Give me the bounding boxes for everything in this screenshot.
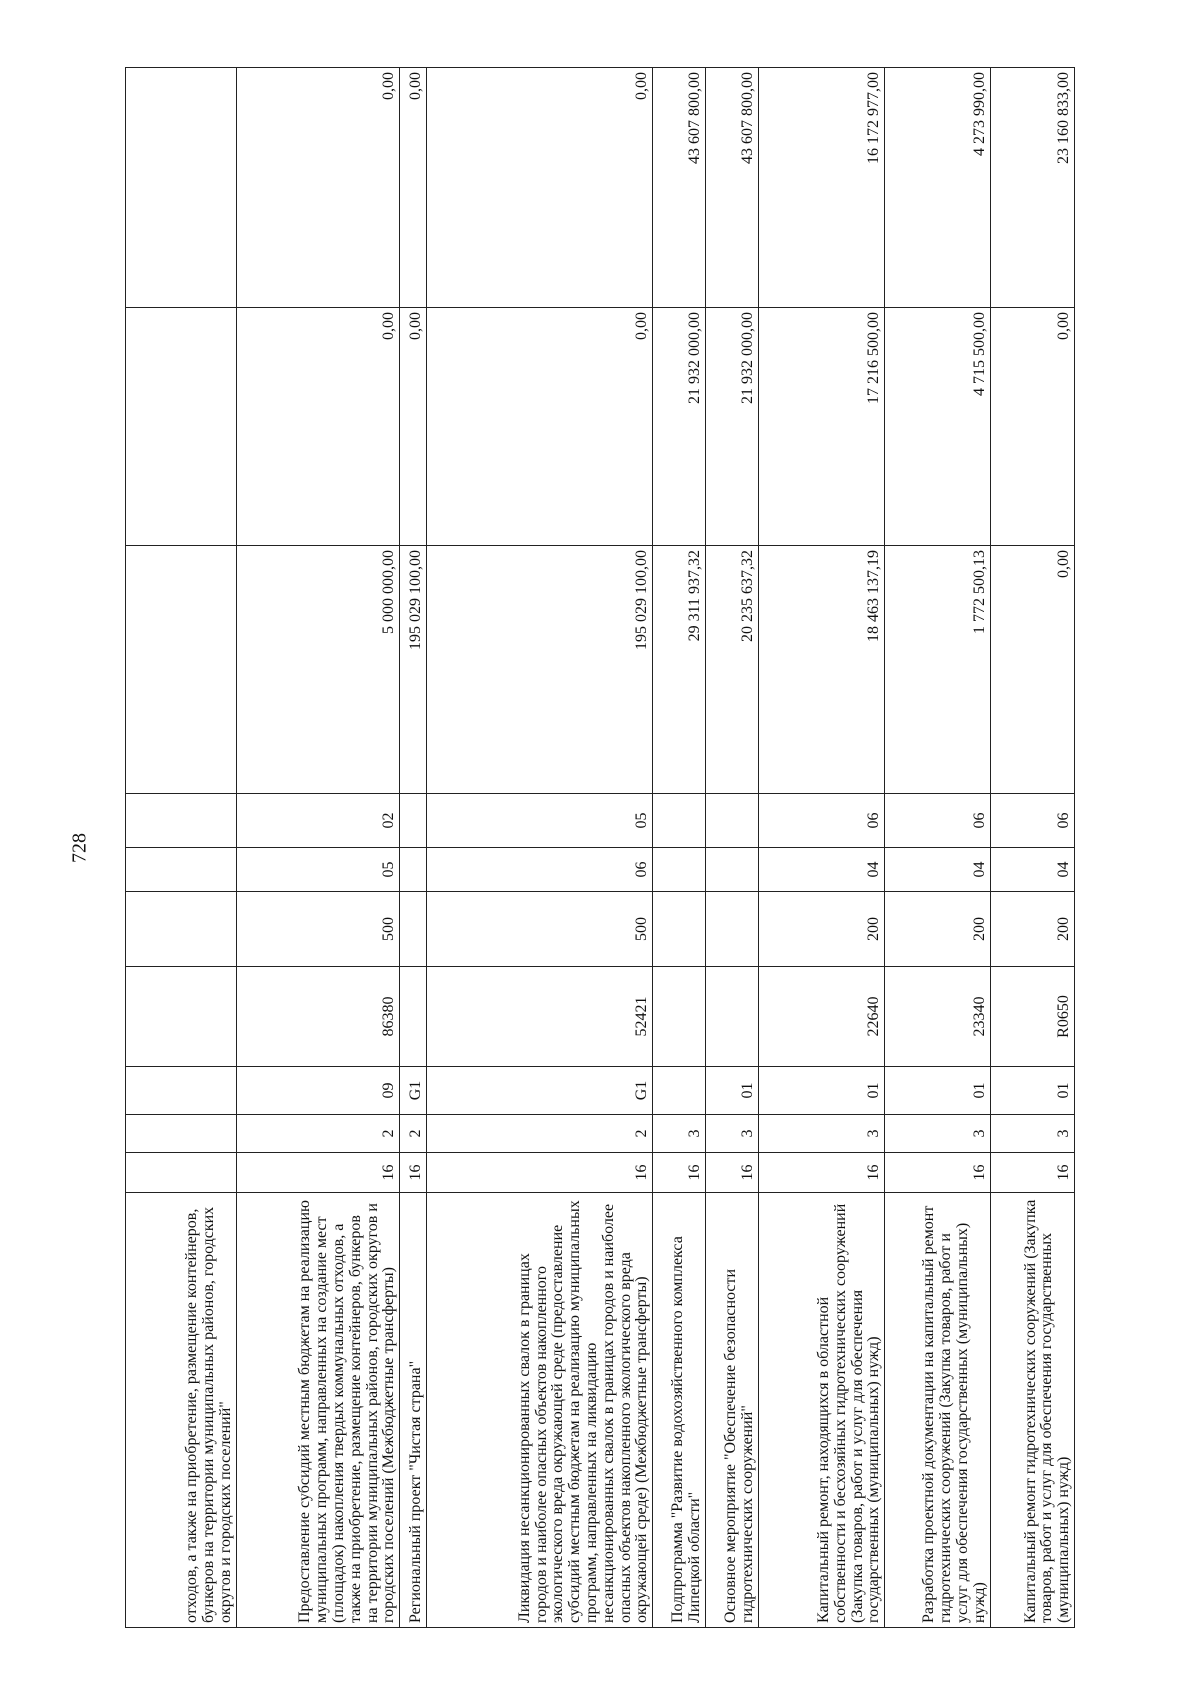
amount-year-2: 0,00 — [426, 308, 653, 546]
code-event: G1 — [400, 1067, 426, 1115]
row-description: Подпрограмма "Развитие водохозяйственного комплекса Липецкой области" — [653, 1193, 706, 1628]
code-program: 16 — [653, 1153, 706, 1193]
code-direction — [705, 967, 758, 1067]
amount-year-2: 17 216 500,00 — [758, 308, 885, 546]
amount-year-1: 29 311 937,32 — [653, 546, 706, 794]
amount-year-1: 18 463 137,19 — [758, 546, 885, 794]
code-program: 16 — [705, 1153, 758, 1193]
amount-year-3: 0,00 — [426, 68, 653, 308]
row-description: Предоставление субсидий местным бюджетам на реализацию муниципальных программ, направленных на создание мест (площадок) накопления твердых коммунальных отходов, а также на приобретение, размещение контейнеров, бункеров на территории муниципальных районов, городских округов и городских поселений (Межбюджетные трансферты) — [236, 1193, 399, 1628]
code-program: 16 — [758, 1153, 885, 1193]
code-program: 16 — [426, 1153, 653, 1193]
amount-year-3: 43 607 800,00 — [705, 68, 758, 308]
amount-year-3: 4 273 990,00 — [885, 68, 990, 308]
code-event: 01 — [990, 1067, 1074, 1115]
code-subsection — [400, 794, 426, 848]
code-subsection: 05 — [426, 794, 653, 848]
code-section — [126, 848, 237, 892]
code-event: 01 — [705, 1067, 758, 1115]
row-description: Ликвидация несанкционированных свалок в границах городов и наиболее опасных объектов накопленного экологического вреда окружающей среде (предоставление субсидий местным бюджетам на реализацию муниципальных программ, направленных на ликвидацию несанкционированных свалок в границах городов и наиболее опасных объектов накопленного экологического вреда окружающей среде) (Межбюджетные трансферты) — [426, 1193, 653, 1628]
code-expense-type — [653, 892, 706, 967]
code-section — [400, 848, 426, 892]
page-number: 728 — [68, 833, 91, 863]
code-expense-type: 500 — [426, 892, 653, 967]
amount-year-1: 195 029 100,00 — [426, 546, 653, 794]
code-direction: 52421 — [426, 967, 653, 1067]
amount-year-2: 21 932 000,00 — [653, 308, 706, 546]
code-subprogram: 3 — [653, 1115, 706, 1153]
code-event: 01 — [885, 1067, 990, 1115]
code-direction — [653, 967, 706, 1067]
code-subsection — [705, 794, 758, 848]
code-direction — [400, 967, 426, 1067]
code-section: 06 — [426, 848, 653, 892]
code-subprogram: 3 — [990, 1115, 1074, 1153]
code-program: 16 — [400, 1153, 426, 1193]
code-section: 04 — [885, 848, 990, 892]
code-direction: 86380 — [236, 967, 399, 1067]
amount-year-3: 23 160 833,00 — [990, 68, 1074, 308]
amount-year-2: 21 932 000,00 — [705, 308, 758, 546]
amount-year-1: 1 772 500,13 — [885, 546, 990, 794]
budget-table — [125, 67, 1075, 1628]
code-event — [653, 1067, 706, 1115]
table-body — [126, 68, 1075, 1628]
table-row — [758, 68, 885, 1628]
code-event — [126, 1067, 237, 1115]
rotated-table-frame — [125, 68, 1075, 1628]
amount-year-3 — [126, 68, 237, 308]
amount-year-2: 0,00 — [990, 308, 1074, 546]
code-direction: 23340 — [885, 967, 990, 1067]
row-description: отходов, а также на приобретение, размещение контейнеров, бункеров на территории муниципальных районов, городских округов и городских поселений" — [126, 1193, 237, 1628]
code-subsection: 02 — [236, 794, 399, 848]
code-expense-type: 200 — [758, 892, 885, 967]
code-expense-type — [400, 892, 426, 967]
code-subprogram: 2 — [236, 1115, 399, 1153]
amount-year-1: 195 029 100,00 — [400, 546, 426, 794]
amount-year-3: 16 172 977,00 — [758, 68, 885, 308]
code-program: 16 — [885, 1153, 990, 1193]
row-description: Капитальный ремонт, находящихся в областной собственности и бесхозяйных гидротехнических сооружений (Закупка товаров, работ и услуг для обеспечения государственных (муниципальных) нужд) — [758, 1193, 885, 1628]
code-subprogram: 3 — [885, 1115, 990, 1153]
code-expense-type — [705, 892, 758, 967]
amount-year-1 — [126, 546, 237, 794]
amount-year-1: 0,00 — [990, 546, 1074, 794]
row-description: Основное мероприятие "Обеспечение безопасности гидротехнических сооружений" — [705, 1193, 758, 1628]
code-subsection: 06 — [758, 794, 885, 848]
code-direction: R0650 — [990, 967, 1074, 1067]
code-subsection — [653, 794, 706, 848]
code-subprogram: 2 — [400, 1115, 426, 1153]
table-row — [126, 68, 237, 1628]
row-description: Региональный проект "Чистая страна" — [400, 1193, 426, 1628]
table-row — [236, 68, 399, 1628]
code-section: 04 — [758, 848, 885, 892]
table-row — [885, 68, 990, 1628]
amount-year-1: 20 235 637,32 — [705, 546, 758, 794]
amount-year-2: 4 715 500,00 — [885, 308, 990, 546]
code-subsection: 06 — [885, 794, 990, 848]
row-description: Капитальный ремонт гидротехнических сооружений (Закупка товаров, работ и услуг для обеспечения государственных (муниципальных) нужд) — [990, 1193, 1074, 1628]
amount-year-3: 43 607 800,00 — [653, 68, 706, 308]
code-expense-type: 500 — [236, 892, 399, 967]
code-subprogram: 3 — [758, 1115, 885, 1153]
code-event: 01 — [758, 1067, 885, 1115]
code-program: 16 — [990, 1153, 1074, 1193]
code-expense-type: 200 — [885, 892, 990, 967]
row-description: Разработка проектной документации на капитальный ремонт гидротехнических сооружений (Закупка товаров, работ и услуг для обеспечения государственных (муниципальных) нужд) — [885, 1193, 990, 1628]
code-section — [705, 848, 758, 892]
code-subprogram: 3 — [705, 1115, 758, 1153]
amount-year-2 — [126, 308, 237, 546]
code-expense-type: 200 — [990, 892, 1074, 967]
table-row — [990, 68, 1074, 1628]
code-expense-type — [126, 892, 237, 967]
table-row — [653, 68, 706, 1628]
code-subsection: 06 — [990, 794, 1074, 848]
table-row — [426, 68, 653, 1628]
code-section: 05 — [236, 848, 399, 892]
amount-year-2: 0,00 — [400, 308, 426, 546]
amount-year-2: 0,00 — [236, 308, 399, 546]
code-subprogram: 2 — [426, 1115, 653, 1153]
table-row — [400, 68, 426, 1628]
code-event: 09 — [236, 1067, 399, 1115]
code-subprogram — [126, 1115, 237, 1153]
amount-year-3: 0,00 — [400, 68, 426, 308]
amount-year-1: 5 000 000,00 — [236, 546, 399, 794]
code-program: 16 — [236, 1153, 399, 1193]
code-event: G1 — [426, 1067, 653, 1115]
amount-year-3: 0,00 — [236, 68, 399, 308]
code-program — [126, 1153, 237, 1193]
code-subsection — [126, 794, 237, 848]
code-direction — [126, 967, 237, 1067]
code-direction: 22640 — [758, 967, 885, 1067]
table-row — [705, 68, 758, 1628]
code-section: 04 — [990, 848, 1074, 892]
code-section — [653, 848, 706, 892]
